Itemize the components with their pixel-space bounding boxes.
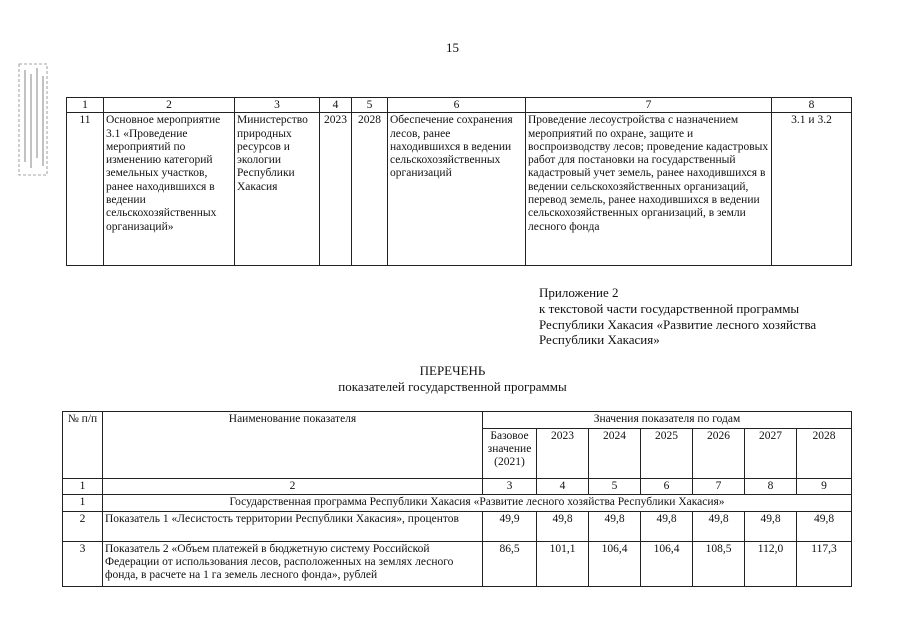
header-cell: 6 bbox=[388, 98, 526, 113]
col-base-header: Базовое значение (2021) bbox=[483, 428, 537, 478]
col-year-header: 2025 bbox=[641, 428, 693, 478]
col-values-header: Значения показателя по годам bbox=[483, 412, 852, 429]
description: Проведение лесоустройства с назначением мероприятий по охране, защите и воспроизводству лесов; проведение кадастровых работ для постановки на государственный кадастровый учет земель, ранее находившихся в ведении сельскохозяйственных организаций, перевод земель, ранее находившихся в ведении сельскохозяйственных организаций, в земли лесного фонда bbox=[526, 113, 772, 266]
indicator-name: Показатель 1 «Лесистость территории Республики Хакасия», процентов bbox=[103, 511, 483, 541]
col-year-header: 2023 bbox=[537, 428, 589, 478]
goal: Обеспечение сохранения лесов, ранее находившихся в ведении сельскохозяйственных организаций bbox=[388, 113, 526, 266]
start-year: 2023 bbox=[320, 113, 352, 266]
value-cell: 49,8 bbox=[693, 511, 745, 541]
indicator-name: Показатель 2 «Объем платежей в бюджетную систему Российской Федерации от использования лесов, расположенных на землях лесного фонда, в расчете на 1 га земель лесного фонда», рублей bbox=[103, 541, 483, 586]
col-num-header: № п/п bbox=[63, 412, 103, 479]
indicators-table bbox=[62, 411, 852, 587]
appendix-heading bbox=[539, 285, 879, 348]
row-number: 2 bbox=[63, 511, 103, 541]
index-cell: 7 bbox=[693, 479, 745, 495]
table-row bbox=[67, 113, 852, 266]
value-cell: 112,0 bbox=[745, 541, 797, 586]
value-cell: 101,1 bbox=[537, 541, 589, 586]
value-cell: 106,4 bbox=[589, 541, 641, 586]
section-number: 1 bbox=[63, 495, 103, 511]
index-cell: 3 bbox=[483, 479, 537, 495]
executor: Министерство природных ресурсов и экологии Республики Хакасия bbox=[235, 113, 320, 266]
index-cell: 5 bbox=[589, 479, 641, 495]
approval-stamp bbox=[16, 62, 50, 177]
indicators-header-row bbox=[63, 412, 852, 429]
measure-name: Основное мероприятие 3.1 «Проведение мероприятий по изменению категорий земельных участков, ранее находившихся в ведении сельскохозяйственных организаций» bbox=[104, 113, 235, 266]
value-cell: 49,9 bbox=[483, 511, 537, 541]
header-cell: 4 bbox=[320, 98, 352, 113]
appendix-line: Республики Хакасия «Развитие лесного хозяйства bbox=[539, 316, 817, 332]
index-cell: 9 bbox=[797, 479, 852, 495]
index-cell: 8 bbox=[745, 479, 797, 495]
index-cell: 2 bbox=[103, 479, 483, 495]
list-title-sub: показателей государственной программы bbox=[338, 379, 567, 394]
value-cell: 117,3 bbox=[797, 541, 852, 586]
value-cell: 49,8 bbox=[745, 511, 797, 541]
list-title-main: ПЕРЕЧЕНЬ bbox=[419, 363, 486, 378]
value-cell: 106,4 bbox=[641, 541, 693, 586]
indicators-link: 3.1 и 3.2 bbox=[772, 113, 852, 266]
col-name-header: Наименование показателя bbox=[103, 412, 483, 479]
header-cell: 1 bbox=[67, 98, 104, 113]
index-cell: 1 bbox=[63, 479, 103, 495]
header-cell: 5 bbox=[352, 98, 388, 113]
table-row bbox=[63, 541, 852, 586]
header-cell: 2 bbox=[104, 98, 235, 113]
page-number: 15 bbox=[446, 40, 459, 55]
value-cell: 49,8 bbox=[537, 511, 589, 541]
value-cell: 86,5 bbox=[483, 541, 537, 586]
appendix-line: к текстовой части государственной программы bbox=[539, 300, 800, 316]
row-number: 11 bbox=[67, 113, 104, 266]
section-title: Государственная программа Республики Хакасия «Развитие лесного хозяйства Республики Хакасия» bbox=[103, 495, 852, 511]
row-number: 3 bbox=[63, 541, 103, 586]
value-cell: 49,8 bbox=[641, 511, 693, 541]
list-title bbox=[0, 363, 905, 395]
section-row bbox=[63, 495, 852, 511]
table-row bbox=[63, 511, 852, 541]
value-cell: 108,5 bbox=[693, 541, 745, 586]
col-year-header: 2027 bbox=[745, 428, 797, 478]
measures-table-header bbox=[67, 98, 852, 113]
appendix-line: Приложение 2 bbox=[539, 285, 619, 300]
value-cell: 49,8 bbox=[797, 511, 852, 541]
header-cell: 3 bbox=[235, 98, 320, 113]
index-cell: 6 bbox=[641, 479, 693, 495]
end-year: 2028 bbox=[352, 113, 388, 266]
indicators-index-row bbox=[63, 479, 852, 495]
col-year-header: 2028 bbox=[797, 428, 852, 478]
value-cell: 49,8 bbox=[589, 511, 641, 541]
appendix-line: Республики Хакасия» bbox=[539, 332, 660, 348]
col-year-header: 2026 bbox=[693, 428, 745, 478]
col-year-header: 2024 bbox=[589, 428, 641, 478]
header-cell: 8 bbox=[772, 98, 852, 113]
index-cell: 4 bbox=[537, 479, 589, 495]
measures-table bbox=[66, 97, 852, 266]
header-cell: 7 bbox=[526, 98, 772, 113]
